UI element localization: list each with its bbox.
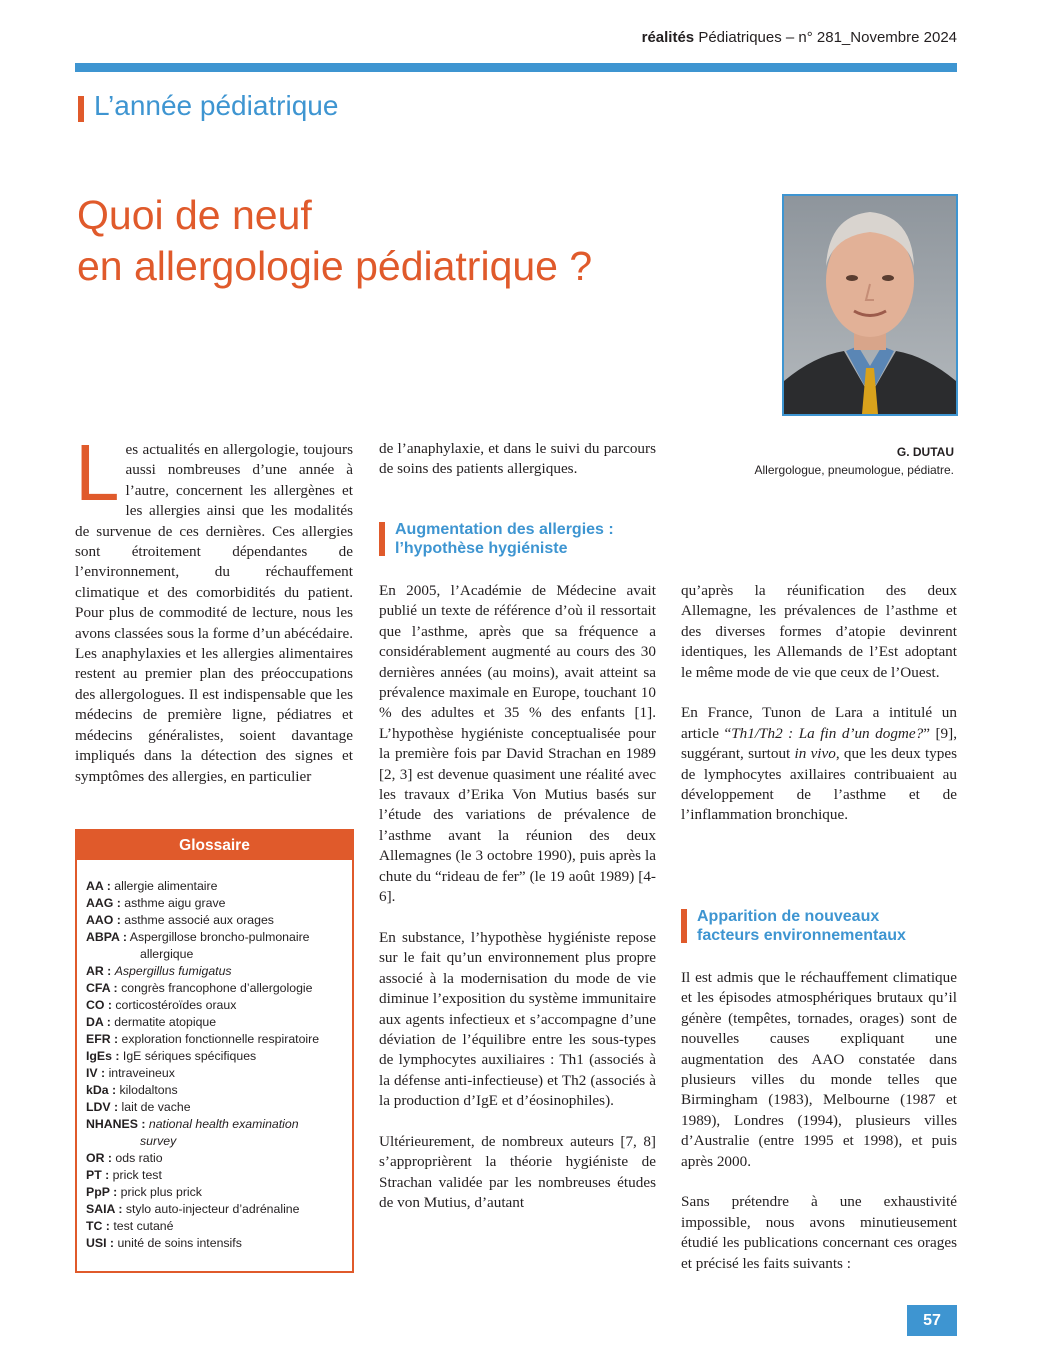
glossary-definition: IgE sériques spécifiques [122,1049,257,1063]
glossary-definition: lait de vache [121,1100,191,1114]
author-name: G. DUTAU [896,445,954,459]
header-rule [75,63,957,72]
glossary-item [86,1201,344,1218]
section-1-paragraph-3: Ultérieurement, de nombreux auteurs [7, 8] s’approprièrent la théorie hygiéniste de Strachan validée par les nombreuses études de von Mutius, d’autant [379,1132,656,1212]
running-header [642,29,957,46]
glossary-item [86,878,344,895]
glossary-item [86,1065,344,1082]
glossary-abbr: AAO : [86,913,121,927]
glossary-abbr: AR : [86,964,112,978]
rubric-marker [78,96,84,122]
glossary-item [86,1099,344,1116]
intro-text: es actualités en allergologie, toujours aussi nombreuses d’une année à l’autre, concernent les allergènes et les allergies ainsi que les modalités de survenue de ces dernières. Ces allergies sont étroitement dépendantes de l’environnement, du réchauffement climatique et des comorbidités du patient. Pour plus de commodité de lecture, nous les avons classées sous la forme d’un abécédaire. Les anaphylaxies et les allergies alimentaires restent au premier plan des préoccupations des allergologues. Il est indispensable que les médecins de première ligne, pédiatres et médecins généralistes, soient davantage impliqués dans la détection des signes et symptômes des allergies, en particulier [75,441,353,785]
glossary-abbr: DA : [86,1015,111,1029]
glossary-item [86,1150,344,1167]
glossary-definition: prick test [112,1168,162,1182]
glossary-abbr: TC : [86,1219,110,1233]
author-portrait-image [784,196,956,414]
section-1-heading-line-2: l’hypothèse hygiéniste [395,540,568,557]
glossary-definition: national health examination [148,1117,299,1131]
section-1-paragraph-2: En substance, l’hypothèse hygiéniste repose sur le fait qu’un environnement plus propre associé à la modernisation du mode de vie diminue l’exposition du système immunitaire aux agents infectieux et s’accompagne d’une déviation de l’équilibre entre les sous-types de lymphocytes auxiliaires : Th1 (associés à la défense anti-infectieuse) et Th2 (associés à la production d’IgE et d’éosinophiles). [379,928,656,1110]
intro-continuation: de l’anaphylaxie, et dans le suivi du parcours de soins des patients allergiques. [379,440,656,478]
glossary-item [86,895,344,912]
glossary-abbr: AAG : [86,896,121,910]
section-2-heading [697,907,906,945]
glossary-abbr: CFA : [86,981,118,995]
glossary-item [86,1184,344,1201]
section-1-paragraph-4: qu’après la réunification des deux Allemagne, les prévalences de l’asthme et des diverses formes d’atopie devinrent identiques, les Allemands de l’Est adoptant le même mode de vie que ceux de l’Ouest. [681,582,957,681]
intro-paragraph [75,428,353,787]
section-1-heading-line-1: Augmentation des allergies : [395,521,614,538]
glossary-definition: corticostéroïdes oraux [115,998,237,1012]
glossary-item [86,1048,344,1065]
glossary-abbr: EFR : [86,1032,119,1046]
glossary-abbr: IV : [86,1066,106,1080]
glossary-item [86,1218,344,1235]
glossary-item [86,912,344,929]
glossary-definition: kilodaltons [119,1083,178,1097]
glossary-definition: stylo auto-injecteur d’adrénaline [125,1202,300,1216]
glossary-box [75,829,354,1273]
glossary-abbr: PpP : [86,1185,118,1199]
section-1-marker [379,522,385,556]
section-1-column-3 [681,581,957,846]
section-1-column-2 [379,581,656,1234]
glossary-definition: intraveineux [108,1066,175,1080]
glossary-title: Glossaire [77,831,352,860]
glossary-item [86,963,344,980]
section-1-paragraph-5 [681,703,957,825]
p5-text-c: , que les deux types de lymphocytes axillaires contribuaient au développement de l’asthme et de l’inflammation bronchique. [681,745,958,824]
glossary-abbr: CO : [86,998,112,1012]
glossary-item [86,1235,344,1252]
section-1-paragraph-1: En 2005, l’Académie de Médecine avait publié un texte de référence d’où il ressortait que l’asthme, après que sa fréquence a considérablement augmenté au cours des 30 dernières années (au moins), avait atteint sa prévalence maximale en Europe, touchant 10 % des adultes et 35 % des enfants [1]. L’hypothèse hygiéniste conceptualisée pour la première fois par David Strachan en 1989 [2, 3] est devenue quasiment une réalité avec les travaux d’Erika Von Mutius basés sur l’étude des variations de prévalence de l’asthme avant la réunion des deux Allemagnes (le 3 octobre 1990), puis après la chute du “rideau de fer” (le 19 août 1989) [4-6]. [379,582,656,906]
p5-italic-in-vivo: in vivo [794,745,836,763]
glossary-definition: unité de soins intensifs [117,1236,242,1250]
glossary-item [86,997,344,1014]
dropcap: L [75,428,120,517]
glossary-definition-continued: survey [140,1134,177,1148]
section-2-paragraph-1: Il est admis que le réchauffement climatique et les épisodes atmosphériques brutaux qu’il génère (tempêtes, tornades, orages) sont de nouvelles causes expliquant une augmentation des AAO constatée dans plusieurs villes du monde telles que Birmingham (1983), Melbourne (1987 et 1989), Londres (1994), plusieurs villes d’Australie (entre 1995 et 1998), et puis après 2000. [681,969,957,1170]
glossary-definition: dermatite atopique [114,1015,217,1029]
p5-text-b: ” [9], suggérant, surtout [681,724,957,763]
glossary-definition-continued: allergique [140,947,194,961]
glossary-definition: exploration fonctionnelle respiratoire [121,1032,320,1046]
section-2-marker [681,909,687,943]
article-title-line-1: Quoi de neuf [77,192,312,238]
glossary-abbr: SAIA : [86,1202,123,1216]
glossary-definition: test cutané [113,1219,174,1233]
glossary-item [86,1082,344,1099]
article-title-line-2: en allergologie pédiatrique ? [77,243,593,289]
section-2-heading-line-1: Apparition de nouveaux [697,908,880,925]
glossary-item [86,1031,344,1048]
glossary-definition: ods ratio [115,1151,163,1165]
section-1-heading [395,520,614,558]
section-2-body [681,968,957,1294]
glossary-definition: Aspergillus fumigatus [114,964,232,978]
glossary-definition: congrès francophone d’allergologie [121,981,313,995]
glossary-abbr: PT : [86,1168,110,1182]
author-photo [782,194,958,416]
section-2-heading-line-2: facteurs environnementaux [697,927,906,944]
glossary-definition: prick plus prick [120,1185,202,1199]
page-number: 57 [907,1305,957,1336]
glossary-list [77,860,352,1252]
glossary-abbr: AA : [86,879,111,893]
glossary-item [86,929,344,963]
glossary-item [86,1167,344,1184]
glossary-item [86,1014,344,1031]
section-2-paragraph-2: Sans prétendre à une exhaustivité impossible, nous avons minutieusement étudié les publications concernant ces orages et précisé les faits suivants : [681,1193,957,1272]
glossary-definition: allergie alimentaire [114,879,218,893]
glossary-abbr: IgEs : [86,1049,120,1063]
article-title [77,190,592,292]
glossary-abbr: ABPA : [86,930,127,944]
author-block [755,443,954,479]
author-role: Allergologue, pneumologue, pédiatre. [754,463,954,477]
glossary-abbr: USI : [86,1236,115,1250]
glossary-abbr: OR : [86,1151,112,1165]
p5-text-a: En France, Tunon de Lara a intitulé un article “ [681,704,957,742]
glossary-abbr: kDa : [86,1083,117,1097]
journal-issue: Pédiatriques – n° 281_Novembre 2024 [698,29,957,46]
glossary-definition: asthme aigu grave [124,896,226,910]
glossary-abbr: NHANES : [86,1117,146,1131]
glossary-definition: asthme associé aux orages [124,913,274,927]
rubric-title: L’année pédiatrique [94,90,339,121]
glossary-definition: Aspergillose broncho-pulmonaire [129,930,310,944]
glossary-item [86,1116,344,1150]
glossary-abbr: LDV : [86,1100,119,1114]
journal-brand: réalités [641,29,695,46]
p5-italic-title: Th1/Th2 : La fin d’un dogme? [731,724,924,742]
glossary-item [86,980,344,997]
